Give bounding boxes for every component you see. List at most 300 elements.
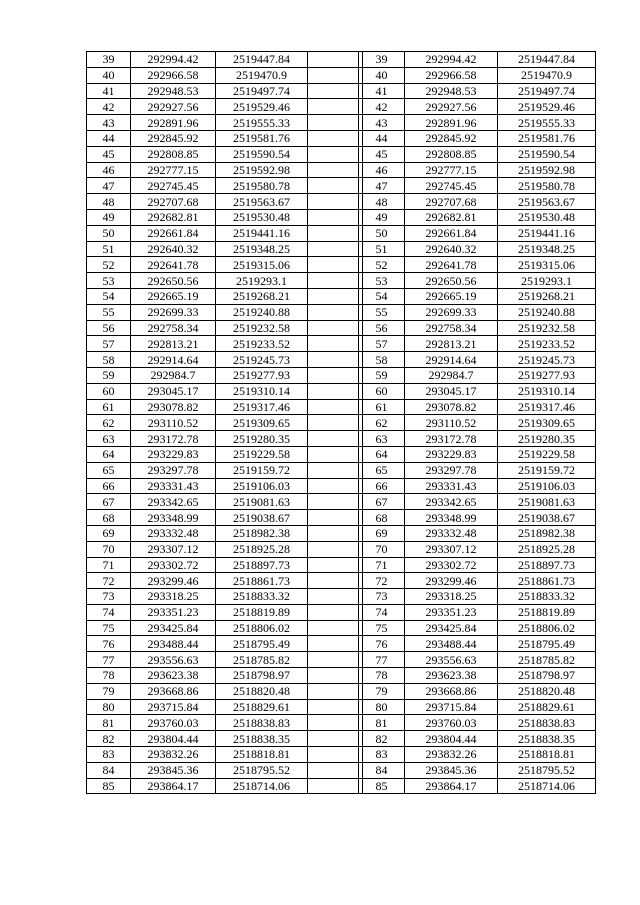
point-number-cell: 57 [359,336,405,352]
table-row [359,652,596,668]
x-coordinate-cell: 292927.56 [405,99,498,115]
empty-cell [308,146,363,162]
y-coordinate-cell: 2519590.54 [498,146,596,162]
y-coordinate-cell: 2519590.54 [216,146,308,162]
x-coordinate-cell: 293318.25 [405,589,498,605]
x-coordinate-cell: 293804.44 [405,731,498,747]
x-coordinate-cell: 292994.42 [405,52,498,68]
x-coordinate-cell: 292808.85 [131,146,216,162]
y-coordinate-cell: 2518833.32 [498,589,596,605]
y-coordinate-cell: 2519310.14 [216,383,308,399]
y-coordinate-cell: 2519580.78 [498,178,596,194]
point-number-cell: 43 [87,115,131,131]
table-row [87,52,363,68]
y-coordinate-cell: 2519497.74 [216,83,308,99]
table-row [359,83,596,99]
x-coordinate-cell: 292699.33 [131,304,216,320]
table-row [359,304,596,320]
x-coordinate-cell: 292914.64 [131,352,216,368]
x-coordinate-cell: 292682.81 [131,209,216,225]
empty-cell [308,320,363,336]
y-coordinate-cell: 2519233.52 [216,336,308,352]
table-row [87,620,363,636]
table-row [359,399,596,415]
y-coordinate-cell: 2519447.84 [216,52,308,68]
y-coordinate-cell: 2519280.35 [216,431,308,447]
x-coordinate-cell: 293307.12 [405,541,498,557]
point-number-cell: 49 [359,209,405,225]
point-number-cell: 41 [87,83,131,99]
y-coordinate-cell: 2518795.49 [216,636,308,652]
point-number-cell: 59 [359,367,405,383]
y-coordinate-cell: 2519555.33 [498,115,596,131]
table-row [359,557,596,573]
x-coordinate-cell: 292665.19 [131,288,216,304]
x-coordinate-cell: 293342.65 [405,494,498,510]
y-coordinate-cell: 2519529.46 [498,99,596,115]
point-number-cell: 47 [359,178,405,194]
point-number-cell: 65 [359,462,405,478]
y-coordinate-cell: 2518925.28 [216,541,308,557]
point-number-cell: 53 [359,273,405,289]
y-coordinate-cell: 2518798.97 [498,668,596,684]
table-row [359,52,596,68]
empty-cell [308,762,363,778]
y-coordinate-cell: 2519038.67 [498,510,596,526]
x-coordinate-cell: 293297.78 [405,462,498,478]
y-coordinate-cell: 2519268.21 [498,288,596,304]
y-coordinate-cell: 2518897.73 [216,557,308,573]
point-number-cell: 78 [87,668,131,684]
point-number-cell: 62 [87,415,131,431]
y-coordinate-cell: 2518820.48 [498,683,596,699]
table-row [87,257,363,273]
y-coordinate-cell: 2519268.21 [216,288,308,304]
point-number-cell: 70 [359,541,405,557]
empty-cell [308,620,363,636]
table-row [359,209,596,225]
x-coordinate-cell: 293864.17 [131,778,216,794]
x-coordinate-cell: 292891.96 [405,115,498,131]
table-row [359,130,596,146]
empty-cell [308,478,363,494]
x-coordinate-cell: 292661.84 [405,225,498,241]
point-number-cell: 67 [359,494,405,510]
empty-cell [308,431,363,447]
x-coordinate-cell: 292777.15 [131,162,216,178]
coordinate-table-left-body [87,52,363,794]
point-number-cell: 76 [87,636,131,652]
y-coordinate-cell: 2518897.73 [498,557,596,573]
x-coordinate-cell: 293307.12 [131,541,216,557]
table-row [87,367,363,383]
x-coordinate-cell: 292914.64 [405,352,498,368]
y-coordinate-cell: 2519232.58 [216,320,308,336]
table-row [87,589,363,605]
empty-cell [308,130,363,146]
empty-cell [308,115,363,131]
point-number-cell: 51 [87,241,131,257]
point-number-cell: 54 [359,288,405,304]
point-number-cell: 85 [87,778,131,794]
point-number-cell: 57 [87,336,131,352]
point-number-cell: 77 [87,652,131,668]
x-coordinate-cell: 293302.72 [405,557,498,573]
table-row [87,668,363,684]
table-row [87,99,363,115]
point-number-cell: 75 [359,620,405,636]
y-coordinate-cell: 2519315.06 [498,257,596,273]
table-row [87,525,363,541]
x-coordinate-cell: 293348.99 [405,510,498,526]
table-row [87,130,363,146]
x-coordinate-cell: 293351.23 [131,604,216,620]
table-row [359,525,596,541]
table-row [359,510,596,526]
x-coordinate-cell: 293623.38 [131,668,216,684]
point-number-cell: 72 [359,573,405,589]
empty-cell [308,589,363,605]
x-coordinate-cell: 293172.78 [131,431,216,447]
empty-cell [308,352,363,368]
y-coordinate-cell: 2518795.49 [498,636,596,652]
y-coordinate-cell: 2519106.03 [216,478,308,494]
x-coordinate-cell: 293760.03 [131,715,216,731]
point-number-cell: 44 [359,130,405,146]
point-number-cell: 40 [87,67,131,83]
point-number-cell: 58 [87,352,131,368]
table-row [359,620,596,636]
empty-cell [308,99,363,115]
x-coordinate-cell: 293318.25 [131,589,216,605]
x-coordinate-cell: 293331.43 [405,478,498,494]
table-row [359,288,596,304]
x-coordinate-cell: 292891.96 [131,115,216,131]
empty-cell [308,83,363,99]
table-row [87,352,363,368]
y-coordinate-cell: 2518806.02 [216,620,308,636]
empty-cell [308,446,363,462]
x-coordinate-cell: 292927.56 [131,99,216,115]
point-number-cell: 39 [87,52,131,68]
y-coordinate-cell: 2519081.63 [498,494,596,510]
empty-cell [308,699,363,715]
coordinate-table-right [358,51,596,794]
point-number-cell: 55 [87,304,131,320]
empty-cell [308,604,363,620]
y-coordinate-cell: 2519580.78 [216,178,308,194]
point-number-cell: 55 [359,304,405,320]
empty-cell [308,778,363,794]
y-coordinate-cell: 2518806.02 [498,620,596,636]
y-coordinate-cell: 2519081.63 [216,494,308,510]
table-row [87,83,363,99]
point-number-cell: 47 [87,178,131,194]
point-number-cell: 42 [87,99,131,115]
y-coordinate-cell: 2519555.33 [216,115,308,131]
x-coordinate-cell: 292641.78 [405,257,498,273]
y-coordinate-cell: 2518819.89 [498,604,596,620]
table-row [359,367,596,383]
x-coordinate-cell: 293425.84 [131,620,216,636]
x-coordinate-cell: 292745.45 [405,178,498,194]
point-number-cell: 67 [87,494,131,510]
empty-cell [308,683,363,699]
y-coordinate-cell: 2518829.61 [216,699,308,715]
point-number-cell: 82 [359,731,405,747]
y-coordinate-cell: 2519310.14 [498,383,596,399]
x-coordinate-cell: 293715.84 [405,699,498,715]
point-number-cell: 43 [359,115,405,131]
empty-cell [308,715,363,731]
y-coordinate-cell: 2519240.88 [498,304,596,320]
x-coordinate-cell: 292707.68 [405,194,498,210]
x-coordinate-cell: 293110.52 [405,415,498,431]
table-row [359,336,596,352]
table-row [359,541,596,557]
point-number-cell: 83 [359,747,405,763]
point-number-cell: 41 [359,83,405,99]
point-number-cell: 60 [359,383,405,399]
point-number-cell: 61 [87,399,131,415]
table-row [87,478,363,494]
empty-cell [308,304,363,320]
x-coordinate-cell: 292707.68 [131,194,216,210]
point-number-cell: 44 [87,130,131,146]
point-number-cell: 46 [87,162,131,178]
x-coordinate-cell: 292640.32 [131,241,216,257]
table-row [359,494,596,510]
x-coordinate-cell: 293331.43 [131,478,216,494]
point-number-cell: 76 [359,636,405,652]
x-coordinate-cell: 293668.86 [405,683,498,699]
point-number-cell: 81 [87,715,131,731]
y-coordinate-cell: 2519497.74 [498,83,596,99]
y-coordinate-cell: 2519277.93 [498,367,596,383]
y-coordinate-cell: 2518795.52 [216,762,308,778]
x-coordinate-cell: 293623.38 [405,668,498,684]
y-coordinate-cell: 2518819.89 [216,604,308,620]
x-coordinate-cell: 293342.65 [131,494,216,510]
y-coordinate-cell: 2518861.73 [498,573,596,589]
table-row [87,241,363,257]
empty-cell [308,209,363,225]
point-number-cell: 80 [359,699,405,715]
table-row [87,731,363,747]
table-row [359,225,596,241]
x-coordinate-cell: 293715.84 [131,699,216,715]
table-row [359,431,596,447]
y-coordinate-cell: 2519233.52 [498,336,596,352]
table-row [87,541,363,557]
x-coordinate-cell: 292966.58 [131,67,216,83]
point-number-cell: 81 [359,715,405,731]
x-coordinate-cell: 293110.52 [131,415,216,431]
y-coordinate-cell: 2519277.93 [216,367,308,383]
empty-cell [308,52,363,68]
x-coordinate-cell: 293832.26 [405,747,498,763]
y-coordinate-cell: 2518925.28 [498,541,596,557]
y-coordinate-cell: 2519229.58 [216,446,308,462]
y-coordinate-cell: 2518785.82 [498,652,596,668]
x-coordinate-cell: 293488.44 [131,636,216,652]
y-coordinate-cell: 2518714.06 [498,778,596,794]
table-row [87,683,363,699]
point-number-cell: 51 [359,241,405,257]
y-coordinate-cell: 2518838.83 [498,715,596,731]
point-number-cell: 79 [359,683,405,699]
table-row [87,604,363,620]
x-coordinate-cell: 293556.63 [405,652,498,668]
table-row [87,446,363,462]
table-row [87,652,363,668]
point-number-cell: 85 [359,778,405,794]
y-coordinate-cell: 2518838.35 [216,731,308,747]
empty-cell [308,415,363,431]
table-row [359,194,596,210]
x-coordinate-cell: 292640.32 [405,241,498,257]
table-row [359,257,596,273]
x-coordinate-cell: 293299.46 [131,573,216,589]
table-row [87,699,363,715]
table-row [359,462,596,478]
x-coordinate-cell: 293332.48 [131,525,216,541]
coordinate-table-right-body [359,52,596,794]
table-row [359,115,596,131]
x-coordinate-cell: 293668.86 [131,683,216,699]
y-coordinate-cell: 2519563.67 [216,194,308,210]
x-coordinate-cell: 293351.23 [405,604,498,620]
empty-cell [308,557,363,573]
table-row [359,573,596,589]
y-coordinate-cell: 2519470.9 [498,67,596,83]
x-coordinate-cell: 292699.33 [405,304,498,320]
x-coordinate-cell: 292948.53 [131,83,216,99]
point-number-cell: 48 [359,194,405,210]
table-row [87,494,363,510]
x-coordinate-cell: 292984.7 [405,367,498,383]
x-coordinate-cell: 293348.99 [131,510,216,526]
x-coordinate-cell: 293845.36 [131,762,216,778]
x-coordinate-cell: 292758.34 [405,320,498,336]
table-row [87,383,363,399]
y-coordinate-cell: 2519581.76 [216,130,308,146]
table-row [87,67,363,83]
x-coordinate-cell: 293556.63 [131,652,216,668]
table-row [87,636,363,652]
y-coordinate-cell: 2519280.35 [498,431,596,447]
point-number-cell: 66 [359,478,405,494]
y-coordinate-cell: 2518861.73 [216,573,308,589]
empty-cell [308,178,363,194]
x-coordinate-cell: 293760.03 [405,715,498,731]
x-coordinate-cell: 293078.82 [405,399,498,415]
y-coordinate-cell: 2519159.72 [498,462,596,478]
empty-cell [308,194,363,210]
empty-cell [308,241,363,257]
x-coordinate-cell: 293229.83 [405,446,498,462]
table-row [87,146,363,162]
x-coordinate-cell: 293078.82 [131,399,216,415]
y-coordinate-cell: 2519441.16 [498,225,596,241]
x-coordinate-cell: 293229.83 [131,446,216,462]
table-row [359,273,596,289]
x-coordinate-cell: 292758.34 [131,320,216,336]
table-row [359,352,596,368]
point-number-cell: 48 [87,194,131,210]
table-row [359,699,596,715]
empty-cell [308,510,363,526]
point-number-cell: 77 [359,652,405,668]
table-row [87,399,363,415]
x-coordinate-cell: 292650.56 [131,273,216,289]
table-row [87,573,363,589]
table-row [359,146,596,162]
point-number-cell: 84 [359,762,405,778]
point-number-cell: 42 [359,99,405,115]
point-number-cell: 68 [359,510,405,526]
coordinate-table-left [86,51,363,794]
x-coordinate-cell: 293425.84 [405,620,498,636]
table-row [87,510,363,526]
point-number-cell: 63 [359,431,405,447]
point-number-cell: 69 [359,525,405,541]
table-row [359,715,596,731]
y-coordinate-cell: 2518838.83 [216,715,308,731]
empty-cell [308,257,363,273]
empty-cell [308,573,363,589]
point-number-cell: 39 [359,52,405,68]
y-coordinate-cell: 2519592.98 [498,162,596,178]
y-coordinate-cell: 2519592.98 [216,162,308,178]
empty-cell [308,383,363,399]
table-row [359,178,596,194]
table-row [87,225,363,241]
empty-cell [308,731,363,747]
table-row [87,462,363,478]
point-number-cell: 54 [87,288,131,304]
empty-cell [308,636,363,652]
point-number-cell: 65 [87,462,131,478]
point-number-cell: 60 [87,383,131,399]
table-row [87,778,363,794]
empty-cell [308,225,363,241]
x-coordinate-cell: 292808.85 [405,146,498,162]
x-coordinate-cell: 292948.53 [405,83,498,99]
table-row [87,178,363,194]
point-number-cell: 45 [359,146,405,162]
y-coordinate-cell: 2518795.52 [498,762,596,778]
y-coordinate-cell: 2519470.9 [216,67,308,83]
point-number-cell: 56 [87,320,131,336]
table-row [359,731,596,747]
table-row [359,446,596,462]
table-row [359,99,596,115]
empty-cell [308,747,363,763]
table-row [87,557,363,573]
y-coordinate-cell: 2518714.06 [216,778,308,794]
table-row [359,241,596,257]
y-coordinate-cell: 2519106.03 [498,478,596,494]
empty-cell [308,668,363,684]
table-row [87,415,363,431]
y-coordinate-cell: 2519530.48 [498,209,596,225]
empty-cell [308,288,363,304]
point-number-cell: 78 [359,668,405,684]
table-row [359,320,596,336]
point-number-cell: 72 [87,573,131,589]
table-row [359,67,596,83]
